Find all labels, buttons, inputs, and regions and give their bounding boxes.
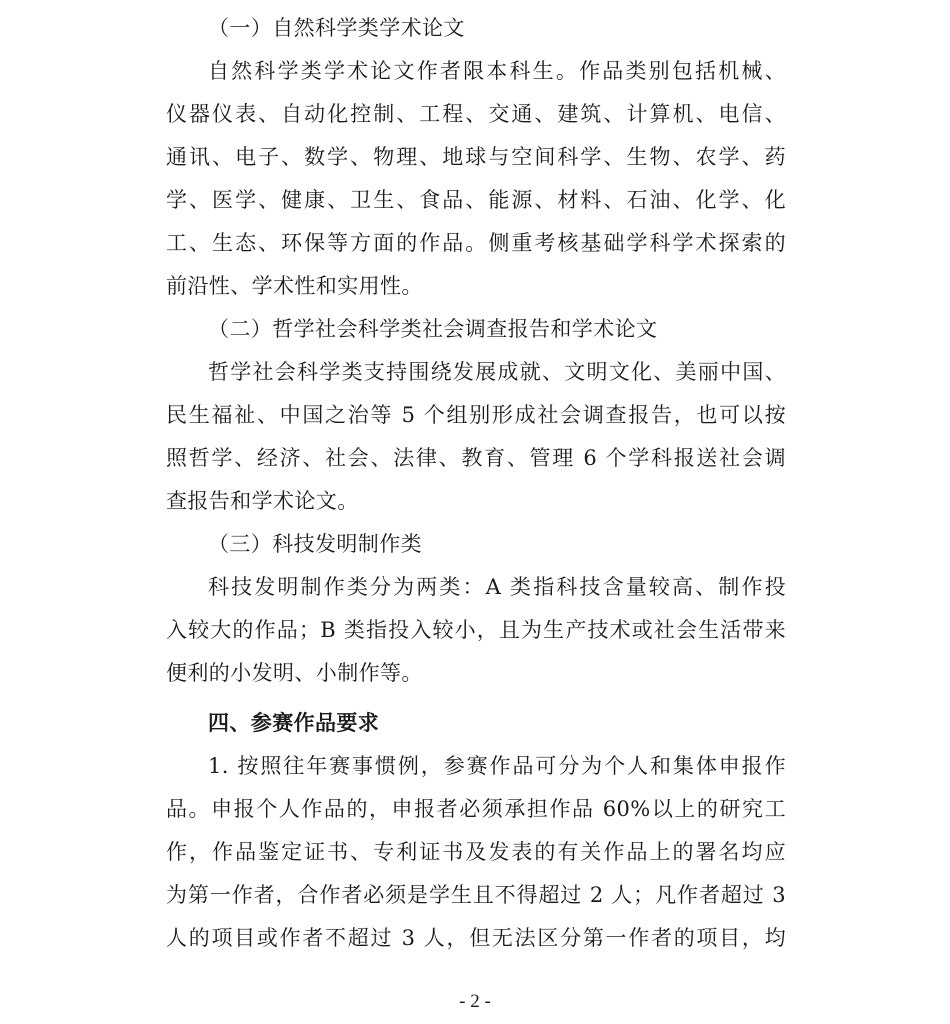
paragraph-line: 为第一作者，合作者必须是学生且不得超过 2 人；凡作者超过 3: [166, 883, 786, 907]
paragraph-line: 前沿性、学术性和实用性。: [166, 274, 423, 298]
subsection-heading-natural-science: （一）自然科学类学术论文: [208, 16, 465, 40]
paragraph-line: 科技发明制作类分为两类：A 类指科技含量较高、制作投: [208, 575, 786, 599]
paragraph-line: 便利的小发明、小制作等。: [166, 661, 423, 685]
paragraph-line: 入较大的作品；B 类指投入较小，且为生产技术或社会生活带来: [166, 618, 786, 642]
paragraph-line: 品。申报个人作品的，申报者必须承担作品 60%以上的研究工: [166, 797, 786, 821]
page-number: - 2 -: [459, 991, 491, 1012]
subsection-heading-social-science: （二）哲学社会科学类社会调查报告和学术论文: [208, 317, 658, 341]
section-heading-entry-requirements: 四、参赛作品要求: [208, 711, 380, 735]
paragraph-line: 通讯、电子、数学、物理、地球与空间科学、生物、农学、药: [166, 145, 786, 169]
paragraph-line: 学、医学、健康、卫生、食品、能源、材料、石油、化学、化: [166, 188, 786, 212]
paragraph-line: 民生福祉、中国之治等 5 个组别形成社会调查报告，也可以按: [166, 403, 786, 427]
paragraph-line: 照哲学、经济、社会、法律、教育、管理 6 个学科报送社会调: [166, 446, 786, 470]
paragraph-line: 自然科学类学术论文作者限本科生。作品类别包括机械、: [208, 59, 786, 83]
paragraph-line: 1. 按照往年赛事惯例，参赛作品可分为个人和集体申报作: [208, 754, 786, 778]
paragraph-line: 作，作品鉴定证书、专利证书及发表的有关作品上的署名均应: [166, 840, 786, 864]
subsection-heading-invention: （三）科技发明制作类: [208, 532, 422, 556]
paragraph-line: 查报告和学术论文。: [166, 489, 359, 513]
paragraph-line: 哲学社会科学类支持围绕发展成就、文明文化、美丽中国、: [208, 360, 786, 384]
paragraph-line: 仪器仪表、自动化控制、工程、交通、建筑、计算机、电信、: [166, 102, 786, 126]
paragraph-line: 工、生态、环保等方面的作品。侧重考核基础学科学术探索的: [166, 231, 786, 255]
paragraph-line: 人的项目或作者不超过 3 人，但无法区分第一作者的项目，均: [166, 926, 786, 950]
